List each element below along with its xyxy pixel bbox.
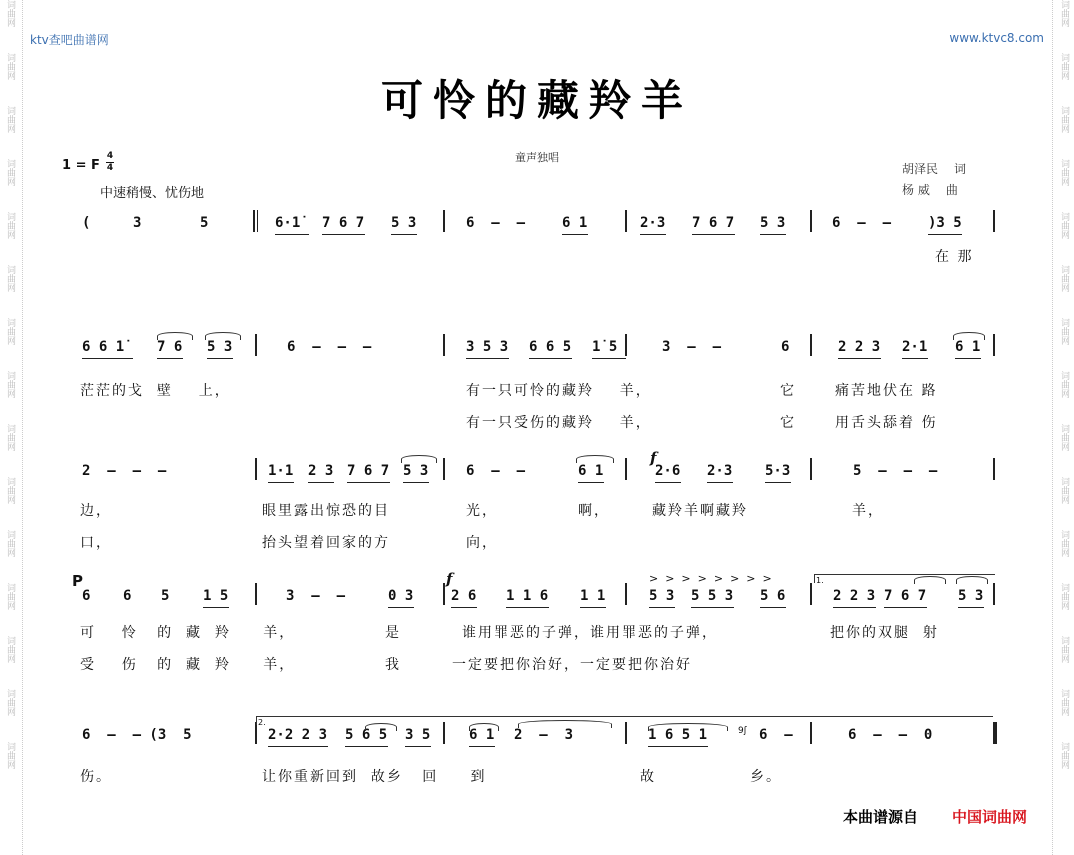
bar-line	[993, 210, 995, 232]
beam-underline	[592, 358, 626, 359]
slur	[953, 332, 985, 340]
lyric-text: 让你重新回到 故乡 回 到	[262, 769, 487, 785]
bar-line	[255, 583, 257, 605]
beam-underline	[884, 607, 927, 608]
note-group: 2·3	[707, 463, 733, 479]
slur	[205, 332, 241, 340]
slur	[956, 576, 988, 584]
lyric-text: 向，	[466, 535, 498, 551]
lyricist-credit	[902, 160, 966, 177]
lyric-text: 口，	[80, 535, 112, 551]
composer-credit	[902, 181, 958, 198]
note-group: 6 – –	[832, 215, 892, 231]
watermark-text: 词曲网	[1059, 530, 1069, 557]
note-group: 1 1 6	[506, 588, 549, 604]
note-group: 3 – –	[286, 588, 346, 604]
lyric-text: 啊，	[578, 503, 610, 519]
beam-underline	[649, 607, 675, 608]
note-group: 1 1	[580, 588, 606, 604]
note-group: 6 1	[955, 339, 981, 355]
watermark-text: 词曲网	[5, 742, 15, 769]
lyric-text: 是	[385, 625, 401, 641]
lyric-text: 我	[385, 657, 401, 673]
lyricist-role: 词	[954, 162, 967, 176]
beam-underline	[562, 234, 588, 235]
tie	[518, 720, 612, 728]
bar-line	[255, 458, 257, 480]
watermark-text: 词曲网	[5, 0, 15, 27]
watermark-text: 词曲网	[5, 318, 15, 345]
note-group: 2·6	[655, 463, 681, 479]
note-group: 2·1	[902, 339, 928, 355]
beam-underline	[451, 607, 477, 608]
bar-line	[443, 334, 445, 356]
beam-underline	[469, 746, 495, 747]
watermark-text: 词曲网	[5, 424, 15, 451]
watermark-text: 词曲网	[1059, 159, 1069, 186]
beam-underline	[640, 234, 666, 235]
note-group: 5 3	[958, 588, 984, 604]
note-group: 5·3	[765, 463, 791, 479]
note-group: 2·3	[640, 215, 666, 231]
beam-underline	[82, 358, 133, 359]
bar-line	[993, 334, 995, 356]
repeat-bar-line	[257, 210, 258, 232]
note-group: 6 – – (3 5	[82, 727, 192, 743]
beam-underline	[268, 482, 294, 483]
watermark-text: 词曲网	[5, 477, 15, 504]
watermark-text: 词曲网	[5, 636, 15, 663]
source-brand-link[interactable]: 中国词曲网	[952, 808, 1028, 826]
note-group: 5 3	[207, 339, 233, 355]
beam-underline	[655, 482, 681, 483]
note-group: 1 5	[203, 588, 229, 604]
watermark-text: 词曲网	[5, 159, 15, 186]
beam-underline	[207, 358, 233, 359]
note-group: 6 – –	[466, 463, 526, 479]
ktv-site-link-left[interactable]: ktv查吧曲谱网	[30, 33, 109, 47]
note-group: 6 6 5	[529, 339, 572, 355]
lyric-text: 眼里露出惊恐的目	[262, 503, 390, 519]
note-group: )3 5	[928, 215, 962, 231]
watermark-text: 词曲网	[5, 689, 15, 716]
note-group: 2 3	[308, 463, 334, 479]
accent-marks: >>>>>>>>	[649, 572, 779, 585]
note-group: 7 6 7	[692, 215, 735, 231]
bar-line	[993, 583, 995, 605]
note-group: 5 3	[760, 215, 786, 231]
tempo-marking: 中速稍慢、忧伤地	[100, 186, 205, 201]
slur	[648, 723, 728, 731]
volta-bracket-2	[256, 716, 993, 725]
watermark-text: 词曲网	[1059, 0, 1069, 27]
bar-line	[443, 458, 445, 480]
beam-underline	[388, 607, 414, 608]
lyric-text: 一定要把你治好，一定要把你治好	[452, 657, 692, 673]
lyric-text: 藏羚羊啊藏羚	[652, 503, 748, 519]
beam-underline	[403, 482, 429, 483]
bar-line	[443, 583, 445, 605]
watermark-right-strip	[1056, 0, 1072, 855]
note-group: 7 6 7	[884, 588, 927, 604]
bar-line	[810, 583, 812, 605]
time-signature-top: 4	[106, 151, 114, 161]
note-group: 2 2 3	[838, 339, 881, 355]
beam-underline	[391, 234, 417, 235]
watermark-text: 词曲网	[1059, 689, 1069, 716]
note-group: 5 3	[403, 463, 429, 479]
piano-mark: P	[72, 572, 83, 590]
beam-underline	[275, 234, 309, 235]
watermark-text: 词曲网	[1059, 424, 1069, 451]
beam-underline	[529, 358, 572, 359]
lyric-text: 它	[780, 415, 796, 431]
bar-line	[625, 458, 627, 480]
bar-line	[993, 458, 995, 480]
watermark-text: 词曲网	[1059, 583, 1069, 610]
lyric-text: 把你的双腿 射	[830, 625, 939, 641]
lyric-text: 有一只受伤的藏羚 羊，	[466, 415, 652, 431]
note-group: 0 3	[388, 588, 414, 604]
lyric-text: 可 怜 的 藏 羚 羊，	[80, 625, 296, 641]
note-group: 1̇ 5	[592, 339, 618, 355]
beam-underline	[345, 746, 388, 747]
beam-underline	[347, 482, 390, 483]
bar-line	[443, 722, 445, 744]
bar-line	[443, 210, 445, 232]
note-group: 6	[82, 588, 91, 604]
bar-line	[625, 722, 627, 744]
beam-underline	[833, 607, 876, 608]
note-group: 2·2 2 3	[268, 727, 328, 743]
note-group: (	[82, 215, 91, 231]
note-group: 5 5 3	[691, 588, 734, 604]
note-group: 5 3	[649, 588, 675, 604]
lyric-text: 伤。	[80, 769, 112, 785]
bar-line	[625, 334, 627, 356]
beam-underline	[580, 607, 606, 608]
volta-label-1: 1.	[816, 576, 824, 585]
lyric-text: 边，	[80, 503, 112, 519]
beam-underline	[760, 234, 786, 235]
note-group: 2 – – –	[82, 463, 167, 479]
bar-line	[255, 334, 257, 356]
note-group: 5	[161, 588, 170, 604]
watermark-text: 词曲网	[5, 265, 15, 292]
note-group: 6·1̇	[275, 215, 301, 231]
lyricist-name: 胡泽民	[902, 162, 939, 176]
note-group: 6 – – –	[287, 339, 372, 355]
watermark-text: 词曲网	[1059, 742, 1069, 769]
note-group: 5 3	[391, 215, 417, 231]
beam-underline	[506, 607, 549, 608]
watermark-left-strip	[2, 0, 18, 855]
note-group: 6	[123, 588, 132, 604]
note-group: 5	[200, 215, 209, 231]
note-group: 7 6 7	[322, 215, 365, 231]
note-group: 2 6	[451, 588, 477, 604]
beam-underline	[691, 607, 734, 608]
lyric-text: 故	[640, 769, 656, 785]
note-group: 2 2 3	[833, 588, 876, 604]
lyric-text: 乡。	[750, 769, 782, 785]
watermark-text: 词曲网	[1059, 53, 1069, 80]
beam-underline	[157, 358, 183, 359]
watermark-text: 词曲网	[5, 530, 15, 557]
lyric-text: 有一只可怜的藏羚 羊，	[466, 383, 652, 399]
bar-line	[810, 210, 812, 232]
lyric-text: 抬头望着回家的方	[262, 535, 390, 551]
beam-underline	[765, 482, 791, 483]
beam-underline	[958, 607, 984, 608]
watermark-text: 词曲网	[5, 53, 15, 80]
watermark-text: 词曲网	[1059, 371, 1069, 398]
beam-underline	[955, 358, 981, 359]
source-label: 本曲谱源自	[843, 808, 919, 826]
beam-underline	[707, 482, 733, 483]
composer-role: 曲	[945, 183, 958, 197]
left-edge-divider	[22, 0, 23, 855]
beam-underline	[902, 358, 928, 359]
beam-underline	[648, 746, 708, 747]
watermark-text: 词曲网	[5, 212, 15, 239]
note-group: 5 6 5	[345, 727, 388, 743]
song-title: 可怜的藏羚羊	[380, 76, 693, 125]
beam-underline	[405, 746, 431, 747]
volta-label-2: 2.	[258, 718, 266, 727]
slur	[401, 455, 437, 463]
slur	[157, 332, 193, 340]
time-signature-bottom: 4	[106, 163, 114, 173]
lyric-text: 受 伤 的 藏 羚 羊，	[80, 657, 296, 673]
note-group: 6 – – 0	[848, 727, 933, 743]
note-group: 1 6 5 1	[648, 727, 708, 743]
forte-mark-1: f	[650, 449, 657, 467]
note-group: 3 5	[405, 727, 431, 743]
bar-line	[810, 458, 812, 480]
lyric-text: 用舌头舔着 伤	[835, 415, 938, 431]
note-group: 1·1	[268, 463, 294, 479]
beam-underline	[466, 358, 509, 359]
lyric-text: 它	[780, 383, 796, 399]
watermark-text: 词曲网	[1059, 212, 1069, 239]
watermark-text: 词曲网	[1059, 636, 1069, 663]
note-group: 3 – –	[662, 339, 722, 355]
note-group: 7 6	[157, 339, 183, 355]
beam-underline	[838, 358, 881, 359]
bar-line	[993, 722, 997, 744]
note-group: 3	[133, 215, 142, 231]
beam-underline	[268, 746, 328, 747]
note-group: 6	[781, 339, 790, 355]
right-edge-divider	[1052, 0, 1053, 855]
note-group: 6 1	[469, 727, 495, 743]
watermark-text: 词曲网	[1059, 265, 1069, 292]
bar-line	[625, 583, 627, 605]
slur	[469, 723, 499, 731]
lyric-text: 羊，	[852, 503, 884, 519]
beam-underline	[760, 607, 786, 608]
beam-underline	[322, 234, 365, 235]
composer-name: 杨 威	[902, 183, 930, 197]
performance-type: 童声独唱	[515, 151, 559, 164]
lyric-text: 痛苦地伏在 路	[835, 383, 938, 399]
note-group: 7 6 7	[347, 463, 390, 479]
lyric-text: 谁用罪恶的子弹，谁用罪恶的子弹，	[462, 625, 718, 641]
watermark-text: 词曲网	[1059, 477, 1069, 504]
watermark-text: 词曲网	[5, 371, 15, 398]
slur	[365, 723, 397, 731]
lyric-text: 在 那	[935, 249, 974, 265]
ktv-site-link-right[interactable]: www.ktvc8.com	[949, 31, 1044, 45]
bar-line	[255, 722, 257, 744]
watermark-text: 词曲网	[1059, 106, 1069, 133]
breath-mark: 9ʃ	[738, 726, 747, 736]
bar-line	[810, 722, 812, 744]
lyric-text: 光，	[466, 503, 498, 519]
note-group: 5 6	[760, 588, 786, 604]
slur	[576, 455, 614, 463]
note-group: 6 1	[578, 463, 604, 479]
watermark-text: 词曲网	[5, 106, 15, 133]
slur	[914, 576, 946, 584]
watermark-text: 词曲网	[1059, 318, 1069, 345]
note-group: 2 – 3	[514, 727, 574, 743]
note-group: 6 – –	[466, 215, 526, 231]
bar-line	[253, 210, 255, 232]
note-group: 3 5 3	[466, 339, 509, 355]
lyric-text: 茫茫的戈 壁 上，	[80, 383, 231, 399]
beam-underline	[203, 607, 229, 608]
bar-line	[810, 334, 812, 356]
note-group: 5 – – –	[853, 463, 938, 479]
forte-mark-2: f	[446, 570, 453, 588]
watermark-text: 词曲网	[5, 583, 15, 610]
beam-underline	[692, 234, 735, 235]
note-group: 6 1	[562, 215, 588, 231]
beam-underline	[308, 482, 334, 483]
beam-underline	[928, 234, 962, 235]
note-group: 6 –	[759, 727, 793, 743]
note-group: 6 6 1̇	[82, 339, 125, 355]
time-signature	[106, 152, 114, 173]
beam-underline	[578, 482, 604, 483]
bar-line	[625, 210, 627, 232]
key-signature: 1 = F	[62, 158, 100, 173]
